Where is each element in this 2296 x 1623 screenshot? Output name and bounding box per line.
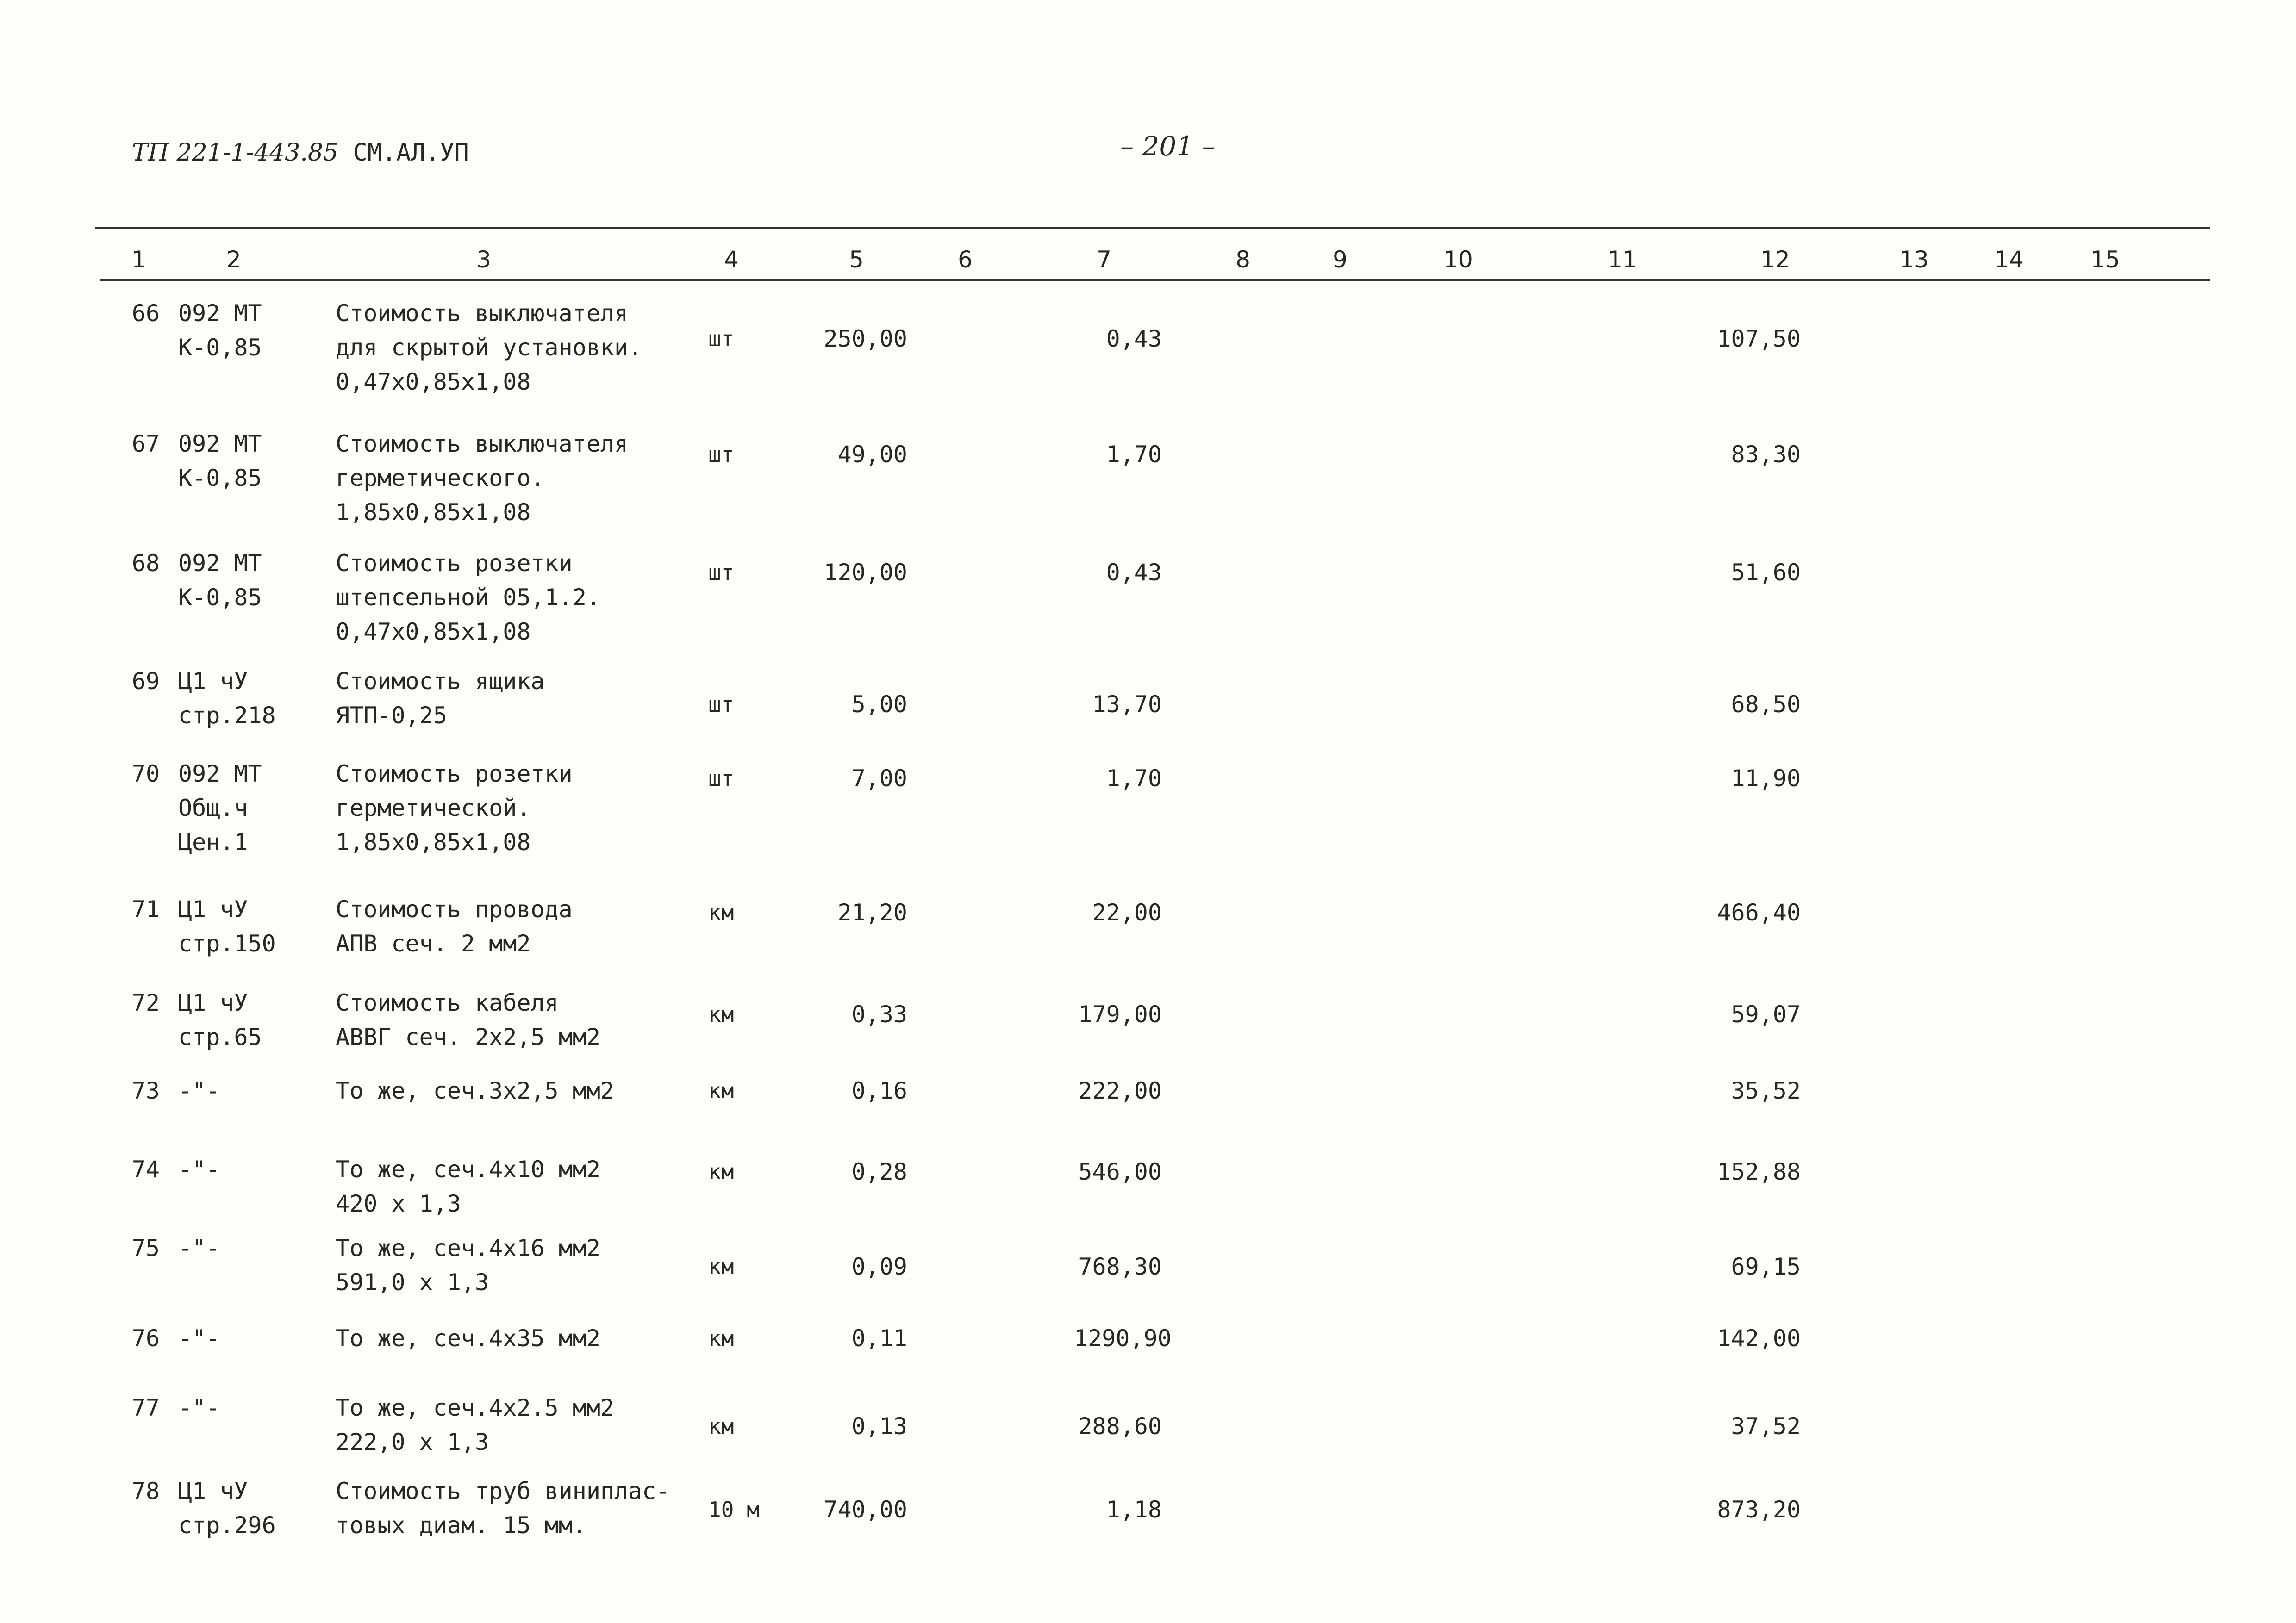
unit: км [708,1254,734,1279]
item-description-line: Стоимость розетки [336,550,573,577]
item-description-line: Стоимость розетки [336,760,573,787]
price-code [178,664,276,733]
price-code-line: стр.150 [178,930,276,957]
item-description-line: Стоимость кабеля [336,989,559,1016]
total-cost: 69,15 [1731,1253,1801,1280]
unit-price: 1,18 [1106,1496,1162,1523]
unit: шт [708,766,734,791]
price-code-line: 092 МТ [178,550,262,577]
column-number-13: 13 [1899,246,1929,273]
column-number-8: 8 [1235,246,1250,273]
price-code [178,892,276,961]
quantity: 0,13 [851,1413,907,1440]
price-code-line: 092 МТ [178,430,262,457]
price-code-line: стр.218 [178,702,276,729]
unit-price: 1,70 [1106,441,1162,468]
price-code-line: Ц1 чУ [178,896,248,923]
item-description-line: Стоимость выключателя [336,430,629,457]
price-code [178,757,262,859]
item-description [336,1321,600,1356]
unit: шт [708,560,734,585]
price-code-line: К-0,85 [178,334,262,361]
price-code-line: Ц1 чУ [178,668,248,695]
unit: км [708,1078,734,1103]
item-description [336,757,573,859]
unit: шт [708,326,734,351]
quantity: 5,00 [851,691,907,718]
unit-price: 13,70 [1092,691,1162,718]
total-cost: 83,30 [1731,441,1801,468]
row-number: 77 [131,1394,160,1421]
unit: км [708,900,734,925]
item-description-line: 420 х 1,3 [336,1190,461,1217]
document-code [132,139,469,167]
price-code [178,427,262,495]
item-description-line: герметической. [336,795,531,821]
total-cost: 466,40 [1717,899,1801,926]
price-code [178,1321,220,1356]
row-number: 74 [131,1156,160,1183]
item-description-line: Стоимость ящика [336,668,545,695]
price-code [178,1474,276,1542]
header-bottom-rule [100,279,2210,281]
row-number: 70 [131,760,160,787]
unit-price: 0,43 [1106,559,1162,586]
row-number: 66 [131,300,160,327]
document-code-typed: СМ.АЛ.УП [353,139,469,167]
quantity: 0,16 [851,1077,907,1104]
unit: км [708,1326,734,1351]
item-description-line: 591,0 х 1,3 [336,1269,489,1296]
item-description [336,1474,670,1542]
total-cost: 68,50 [1731,691,1801,718]
item-description-line: АПВ сеч. 2 мм2 [336,930,531,957]
item-description [336,986,600,1054]
quantity: 7,00 [851,765,907,792]
unit: шт [708,692,734,717]
price-code-line: -"- [178,1394,220,1421]
unit-price: 1,70 [1106,765,1162,792]
item-description-line: 0,47х0,85х1,08 [336,368,531,395]
table-top-rule [95,227,2210,229]
price-code-line: Цен.1 [178,829,248,856]
quantity: 740,00 [824,1496,907,1523]
price-code-line: стр.65 [178,1024,262,1051]
unit-price: 1290,90 [1074,1325,1172,1352]
row-number: 69 [131,668,160,695]
column-number-7: 7 [1097,246,1111,273]
price-code-line: 092 МТ [178,760,262,787]
price-code-line: К-0,85 [178,465,262,491]
column-number-2: 2 [226,246,241,273]
column-number-14: 14 [1994,246,2024,273]
total-cost: 59,07 [1731,1001,1801,1028]
column-number-11: 11 [1608,246,1637,273]
row-number: 71 [131,896,160,923]
item-description-line: ЯТП-0,25 [336,702,447,729]
price-code [178,296,262,365]
item-description [336,1074,614,1108]
total-cost: 51,60 [1731,559,1801,586]
price-code-line: Общ.ч [178,795,248,821]
unit: 10 м [708,1497,760,1522]
unit-price: 768,30 [1078,1253,1162,1280]
total-cost: 152,88 [1717,1158,1801,1185]
row-number: 78 [131,1478,160,1505]
row-number: 68 [131,550,160,577]
unit: шт [708,442,734,467]
quantity: 0,11 [851,1325,907,1352]
column-number-9: 9 [1333,246,1348,273]
unit-price: 0,43 [1106,325,1162,352]
item-description-line: Стоимость труб виниплас- [336,1478,670,1505]
quantity: 120,00 [824,559,907,586]
item-description-line: АВВГ сеч. 2х2,5 мм2 [336,1024,600,1051]
column-number-1: 1 [131,246,146,273]
total-cost: 37,52 [1731,1413,1801,1440]
item-description-line: Стоимость провода [336,896,573,923]
item-description [336,1152,600,1221]
column-number-12: 12 [1760,246,1790,273]
item-description-line: товых диам. 15 мм. [336,1512,586,1539]
price-code-line: стр.296 [178,1512,276,1539]
item-description-line: 1,85х0,85х1,08 [336,829,531,856]
unit-price: 179,00 [1078,1001,1162,1028]
item-description [336,546,600,649]
item-description-line: Стоимость выключателя [336,300,629,327]
total-cost: 35,52 [1731,1077,1801,1104]
item-description-line: штепсельной 05,1.2. [336,584,600,611]
column-number-4: 4 [724,246,739,273]
row-number: 67 [131,430,160,457]
unit-price: 22,00 [1092,899,1162,926]
unit: км [708,1414,734,1439]
item-description [336,664,545,733]
price-code-line: -"- [178,1325,220,1352]
quantity: 0,33 [851,1001,907,1028]
quantity: 250,00 [824,325,907,352]
price-code-line: Ц1 чУ [178,989,248,1016]
document-code-handwritten: ТП 221-1-443.85 [132,139,338,167]
column-number-6: 6 [958,246,973,273]
row-number: 76 [131,1325,160,1352]
quantity: 0,28 [851,1158,907,1185]
item-description-line: 0,47х0,85х1,08 [336,618,531,645]
price-code [178,1152,220,1187]
price-code [178,986,262,1054]
item-description-line: герметического. [336,465,545,491]
column-number-3: 3 [476,246,491,273]
item-description-line: 222,0 х 1,3 [336,1429,489,1455]
item-description-line: То же, сеч.3х2,5 мм2 [336,1077,615,1104]
price-code-line: Ц1 чУ [178,1478,248,1505]
item-description [336,296,642,399]
unit-price: 288,60 [1078,1413,1162,1440]
quantity: 49,00 [837,441,907,468]
price-code-line: -"- [178,1156,220,1183]
price-code [178,1231,220,1265]
row-number: 75 [131,1235,160,1262]
unit-price: 546,00 [1078,1158,1162,1185]
column-number-15: 15 [2090,246,2120,273]
item-description-line: 1,85х0,85х1,08 [336,499,531,526]
price-code-line: -"- [178,1077,220,1104]
item-description [336,892,573,961]
price-code [178,546,262,615]
column-number-10: 10 [1443,246,1473,273]
unit: км [708,1159,734,1184]
quantity: 0,09 [851,1253,907,1280]
total-cost: 142,00 [1717,1325,1801,1352]
unit-price: 222,00 [1078,1077,1162,1104]
total-cost: 873,20 [1717,1496,1801,1523]
row-number: 72 [131,989,160,1016]
item-description-line: То же, сеч.4х10 мм2 [336,1156,600,1183]
item-description-line: То же, сеч.4х2.5 мм2 [336,1394,615,1421]
quantity: 21,20 [837,899,907,926]
item-description-line: То же, сеч.4х35 мм2 [336,1325,600,1352]
row-number: 73 [131,1077,160,1104]
item-description-line: То же, сеч.4х16 мм2 [336,1235,600,1262]
page-number: – 201 – [1120,131,1216,162]
price-code [178,1391,220,1425]
total-cost: 107,50 [1717,325,1801,352]
item-description [336,1391,614,1459]
price-code-line: -"- [178,1235,220,1262]
price-code [178,1074,220,1108]
price-code-line: К-0,85 [178,584,262,611]
price-code-line: 092 МТ [178,300,262,327]
item-description [336,427,628,529]
unit: км [708,1002,734,1027]
column-number-5: 5 [849,246,864,273]
item-description-line: для скрытой установки. [336,334,643,361]
total-cost: 11,90 [1731,765,1801,792]
item-description [336,1231,600,1300]
